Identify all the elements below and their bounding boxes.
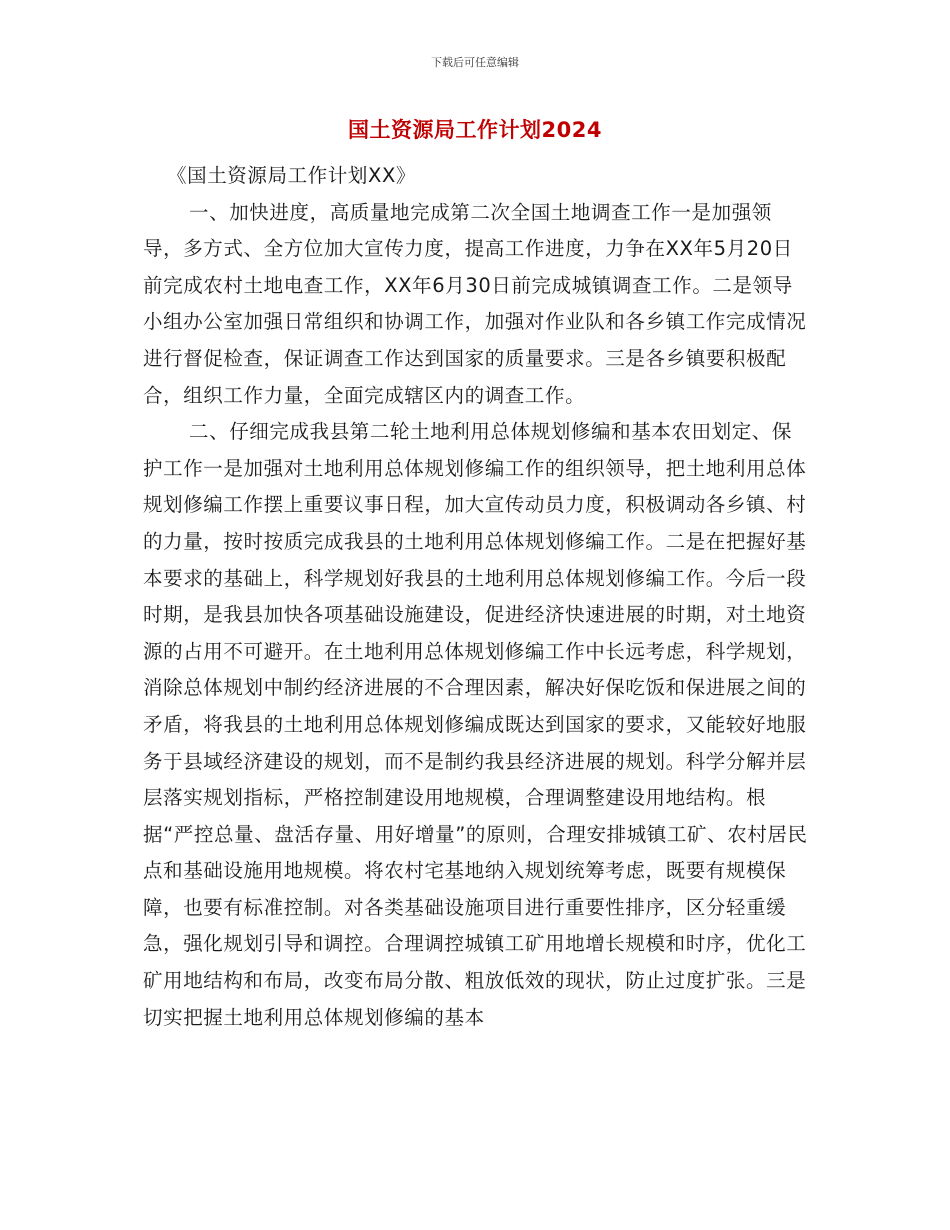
document-title: 国土资源局工作计划2024: [348, 118, 602, 142]
paragraph-2: 二、仔细完成我县第二轮土地利用总体规划修编和基本农田划定、保护工作一是加强对土地利用总体规划修编工作的组织领导，把土地利用总体规划修编工作摆上重要议事日程，加大宣传动员力度，积极调动各乡镇、村的力量，按时按质完成我县的土地利用总体规划修编工作。二是在把握好基本要求的基础上，科学规划好我县的土地利用总体规划修编工作。今后一段时期，是我县加快各项基础设施建设，促进经济快速进展的时期，对土地资源的占用不可避开。在土地利用总体规划修编工作中长远考虑，科学规划，消除总体规划中制约经济进展的不合理因素，解决好保吃饭和保进展之间的矛盾，将我县的土地利用总体规划修编成既达到国家的要求，又能较好地服务于县域经济建设的规划，而不是制约我县经济进展的规划。科学分解并层层落实规划指标，严格控制建设用地规模，合理调整建设用地结构。根据“严控总量、盘活存量、用好增量”的原则，合理安排城镇工矿、农村居民点和基础设施用地规模。将农村宅基地纳入规划统筹考虑，既要有规模保障，也要有标准控制。对各类基础设施项目进行重要性排序，区分轻重缓急，强化规划引导和调控。合理调控城镇工矿用地增长规模和时序，优化工矿用地结构和布局，改变布局分散、粗放低效的现状，防止过度扩张。三是切实把握土地利用总体规划修编的基本: [143, 420, 808, 1029]
paragraph-1: 一、加快进度，高质量地完成第二次全国土地调查工作一是加强领导，多方式、全方位加大宣传力度，提高工作进度，力争在XX年5月20日前完成农村土地电查工作，XX年6月30日前完成城镇调查工作。二是领导小组办公室加强日常组织和协调工作，加强对作业队和各乡镇工作完成情况进行督促检查，保证调查工作达到国家的质量要求。三是各乡镇要积极配合，组织工作力量，全面完成辖区内的调查工作。: [143, 200, 807, 407]
document-body: [143, 158, 808, 1036]
header-note: 下载后可任意编辑: [431, 56, 519, 69]
document-subtitle: 《国土资源局工作计划XX》: [167, 164, 417, 187]
